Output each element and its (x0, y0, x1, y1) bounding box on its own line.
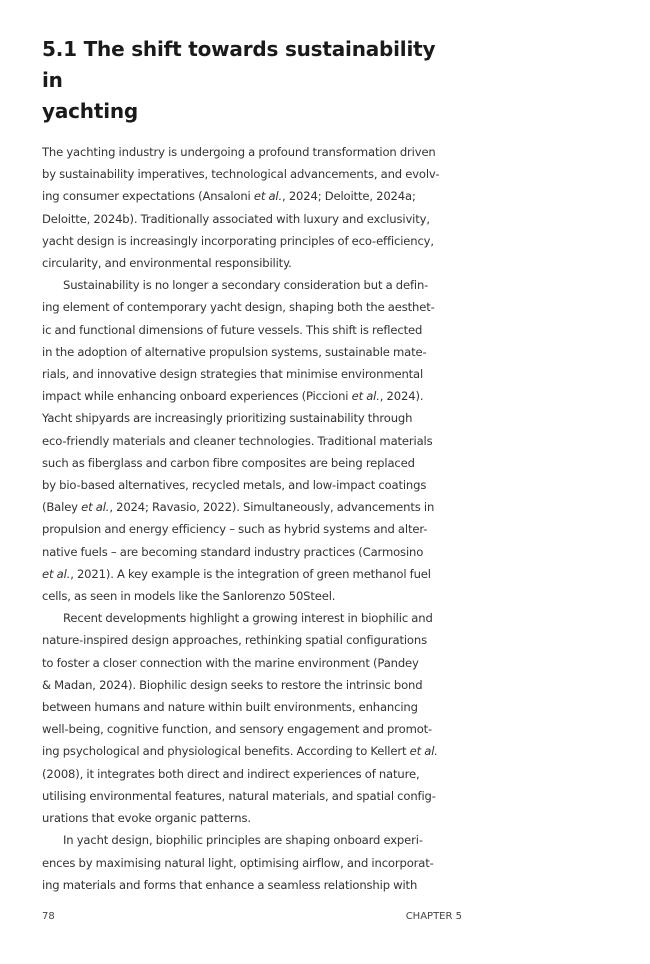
citation-et-al: et al. (81, 500, 110, 515)
text-line: In yacht design, biophilic principles are shaping onboard experi- (63, 833, 423, 848)
text-line: impact while enhancing onboard experiences (Piccioni et al., 2024). (42, 389, 424, 404)
text-line: to foster a closer connection with the marine environment (Pandey (42, 655, 419, 670)
chapter-label: CHAPTER 5 (405, 911, 462, 922)
text-line: eco-friendly materials and cleaner technologies. Traditional materials (42, 433, 433, 448)
text-line: by sustainability imperatives, technological advancements, and evolv- (42, 167, 440, 182)
text-line: (Baley et al., 2024; Ravasio, 2022). Simultaneously, advancements in (42, 500, 435, 515)
text-line: ences by maximising natural light, optimising airflow, and incorporat- (42, 855, 434, 870)
text-line: ing materials and forms that enhance a seamless relationship with (42, 877, 418, 892)
page-footer (42, 911, 462, 922)
text-line: propulsion and energy efficiency – such as hybrid systems and alter- (42, 522, 428, 537)
text-line: native fuels – are becoming standard industry practices (Carmosino (42, 544, 424, 559)
paragraph-3 (42, 607, 462, 829)
text-line: circularity, and environmental responsibility. (42, 256, 292, 271)
text-line: Recent developments highlight a growing interest in biophilic and (63, 611, 433, 626)
paragraph-4 (42, 829, 462, 896)
text-line: Deloitte, 2024b). Traditionally associated with luxury and exclusivity, (42, 211, 430, 226)
text-line: ing element of contemporary yacht design, shaping both the aesthet- (42, 300, 435, 315)
citation-et-al: et al. (351, 389, 380, 404)
citation-et-al: et al. (409, 744, 438, 759)
text-line: The yachting industry is undergoing a profound transformation driven (42, 145, 436, 159)
paragraph-1 (42, 141, 462, 274)
text-line: well-being, cognitive function, and sensory engagement and promot- (42, 722, 433, 737)
section-title-line-1: 5.1 The shift towards sustainability in (42, 37, 436, 92)
text-line: nature-inspired design approaches, rethinking spatial configurations (42, 633, 427, 648)
text-line: et al., 2021). A key example is the integration of green methanol fuel (42, 566, 431, 581)
page-body (42, 34, 462, 896)
text-line: & Madan, 2024). Biophilic design seeks to restore the intrinsic bond (42, 677, 423, 692)
text-line: Sustainability is no longer a secondary consideration but a defin- (63, 278, 429, 293)
text-line: between humans and nature within built environments, enhancing (42, 700, 418, 715)
text-line: (2008), it integrates both direct and indirect experiences of nature, (42, 766, 420, 781)
citation-et-al: et al. (42, 566, 71, 581)
paragraph-2 (42, 274, 462, 607)
page-number: 78 (42, 911, 55, 922)
text-line: in the adoption of alternative propulsion systems, sustainable mate- (42, 344, 427, 359)
text-line: urations that evoke organic patterns. (42, 811, 251, 826)
text-line: such as fiberglass and carbon fibre composites are being replaced (42, 455, 415, 470)
text-line: rials, and innovative design strategies that minimise environmental (42, 367, 424, 382)
citation-et-al: et al. (253, 189, 283, 204)
text-line: yacht design is increasingly incorporating principles of eco-efficiency, (42, 233, 434, 248)
text-line: ing psychological and physiological benefits. According to Kellert et al. (42, 744, 438, 759)
section-title-line-2: yachting (42, 99, 138, 123)
text-line: ic and functional dimensions of future vessels. This shift is reflected (42, 322, 423, 337)
text-line: utilising environmental features, natural materials, and spatial config- (42, 788, 436, 803)
text-line: cells, as seen in models like the Sanlorenzo 50Steel. (42, 589, 336, 604)
section-title (42, 34, 462, 127)
text-line: ing consumer expectations (Ansaloni et al., 2024; Deloitte, 2024a; (42, 189, 416, 204)
text-line: by bio-based alternatives, recycled metals, and low-impact coatings (42, 478, 427, 493)
text-line: Yacht shipyards are increasingly prioritizing sustainability through (42, 411, 413, 426)
